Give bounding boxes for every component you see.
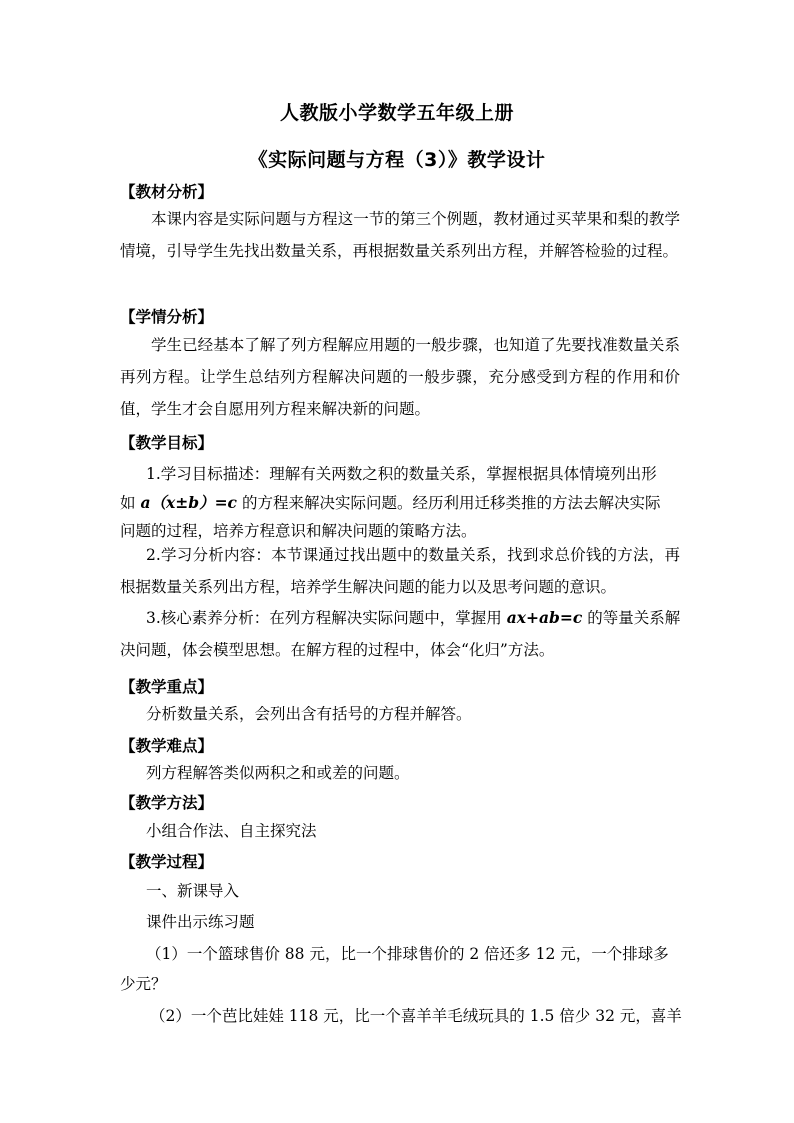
section-heading-difficulty: 【教学难点】 <box>120 737 214 755</box>
section-heading-method: 【教学方法】 <box>120 794 214 812</box>
goal-item-1-line1: 1.学习目标描述：理解有关两数之积的数量关系，掌握根据具体情境列出形 <box>146 465 657 483</box>
section-heading-material: 【教材分析】 <box>120 183 214 201</box>
goal-item-3-line1 <box>146 602 680 634</box>
difficulty-text: 列方程解答类似两积之和或差的问题。 <box>146 764 410 782</box>
formula-a-x-b: a（x±b）=c <box>140 493 237 512</box>
process-step-1: 一、新课导入 <box>146 882 240 900</box>
goal-item-1-prefix: 如 <box>120 494 136 512</box>
key-text: 分析数量关系，会列出含有括号的方程并解答。 <box>146 705 472 723</box>
goal-item-3-suffix: 的等量关系解 <box>587 609 681 627</box>
section-heading-goals: 【教学目标】 <box>120 434 214 452</box>
goal-item-3-prefix: 3.核心素养分析：在列方程解决实际问题中，掌握用 <box>146 609 502 627</box>
process-step-1-sub: 课件出示练习题 <box>146 913 255 931</box>
formula-ax-ab-c: ax+ab=c <box>506 608 583 627</box>
document-subtitle: 《实际问题与方程（3）》教学设计 <box>248 149 546 171</box>
question-1-line2: 少元？ <box>120 975 167 993</box>
question-1-line1: （1）一个篮球售价 88 元，比一个排球售价的 2 倍还多 12 元，一个排球多 <box>146 945 669 963</box>
student-paragraph: 学生已经基本了解了列方程解应用题的一般步骤，也知道了先要找准数量关系再列方程。让学生总结列方程解决问题的一般步骤，充分感受到方程的作用和价值，学生才会自愿用列方程来解决新的问题。 <box>120 336 680 418</box>
goal-item-3-line2: 决问题，体会模型思想。在解方程的过程中，体会“化归”方法。 <box>120 641 555 659</box>
method-text: 小组合作法、自主探究法 <box>146 822 317 840</box>
material-paragraph: 本课内容是实际问题与方程这一节的第三个例题，教材通过买苹果和梨的教学情境，引导学生先找出数量关系，再根据数量关系列出方程，并解答检验的过程。 <box>120 210 680 260</box>
section-heading-student: 【学情分析】 <box>120 308 214 326</box>
goal-item-2: 2.学习分析内容：本节课通过找出题中的数量关系，找到求总价钱的方法，再根据数量关系列出方程，培养学生解决问题的能力以及思考问题的意识。 <box>120 546 680 596</box>
question-2-line1: （2）一个芭比娃娃 118 元，比一个喜羊羊毛绒玩具的 1.5 倍少 32 元，喜羊 <box>150 1007 682 1025</box>
section-heading-process: 【教学过程】 <box>120 853 214 871</box>
document-title: 人教版小学数学五年级上册 <box>279 102 514 124</box>
section-heading-key: 【教学重点】 <box>120 678 214 696</box>
goal-item-1-line3: 问题的过程，培养方程意识和解决问题的策略方法。 <box>120 522 477 540</box>
goal-item-1-suffix: 的方程来解决实际问题。经历利用迁移类推的方法去解决实际 <box>241 494 661 512</box>
